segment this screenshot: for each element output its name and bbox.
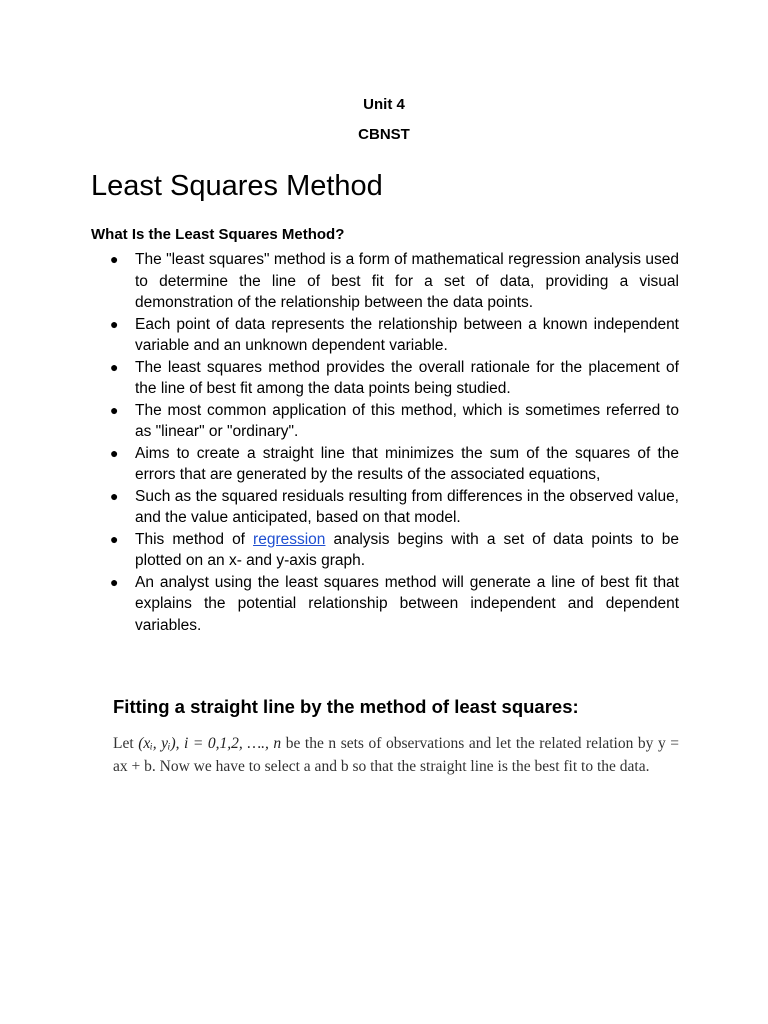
list-item-text: Such as the squared residuals resulting from differences in the observed value, and the value anticipated, based on that model.	[135, 487, 679, 526]
list-item	[91, 314, 679, 357]
unit-label: Unit 4	[363, 96, 405, 113]
list-item-text: The "least squares" method is a form of mathematical regression analysis used to determine the line of best fit for a set of data, providing a visual demonstration of the relationship between the data points.	[135, 251, 679, 311]
bullet-list	[91, 249, 679, 636]
list-item	[91, 400, 679, 443]
list-item	[91, 249, 679, 314]
bullet-icon: ●	[110, 401, 119, 418]
bullet-icon: ●	[110, 530, 119, 547]
fit-paragraph-rest: be the n sets of observations and let the related relation by y = ax + b. Now we have to select a and b so that the straight line is the best fit to the data.	[113, 735, 680, 775]
section-heading: What Is the Least Squares Method?	[91, 226, 345, 243]
bullet-icon: ●	[110, 358, 119, 375]
regression-link[interactable]: regression	[253, 530, 326, 548]
list-item	[91, 529, 679, 572]
bullet-icon: ●	[110, 487, 119, 504]
list-item	[91, 572, 679, 637]
list-item-text: Each point of data represents the relationship between a known independent variable and an unknown dependent variable.	[135, 315, 679, 354]
bullet-icon: ●	[110, 444, 119, 461]
subject-label: CBNST	[358, 126, 410, 143]
list-item-text-post: analysis begins with a set of data points to be plotted on an x- and y-axis graph.	[135, 530, 679, 569]
fit-heading: Fitting a straight line by the method of least squares:	[113, 696, 579, 717]
bullet-icon: ●	[110, 573, 119, 590]
fit-paragraph	[113, 732, 679, 778]
bullet-icon: ●	[110, 315, 119, 332]
list-item-text-pre: This method of	[135, 530, 254, 548]
list-item-text: An analyst using the least squares method will generate a line of best fit that explains the potential relationship between independent and dependent variables.	[135, 573, 679, 634]
page-title: Least Squares Method	[91, 170, 383, 202]
fit-paragraph-let: Let	[113, 735, 139, 752]
fit-paragraph-math: (xᵢ, yᵢ), i = 0,1,2, …., n	[138, 735, 282, 752]
list-item-text: Aims to create a straight line that minimizes the sum of the squares of the errors that are generated by the results of the associated equations,	[135, 444, 679, 483]
list-item	[91, 443, 679, 486]
bullet-icon: ●	[110, 251, 119, 267]
list-item-text: The most common application of this method, which is sometimes referred to as "linear" or "ordinary".	[135, 401, 679, 440]
list-item	[91, 486, 679, 529]
list-item-text: The least squares method provides the overall rationale for the placement of the line of best fit among the data points being studied.	[135, 358, 679, 397]
list-item	[91, 357, 679, 400]
